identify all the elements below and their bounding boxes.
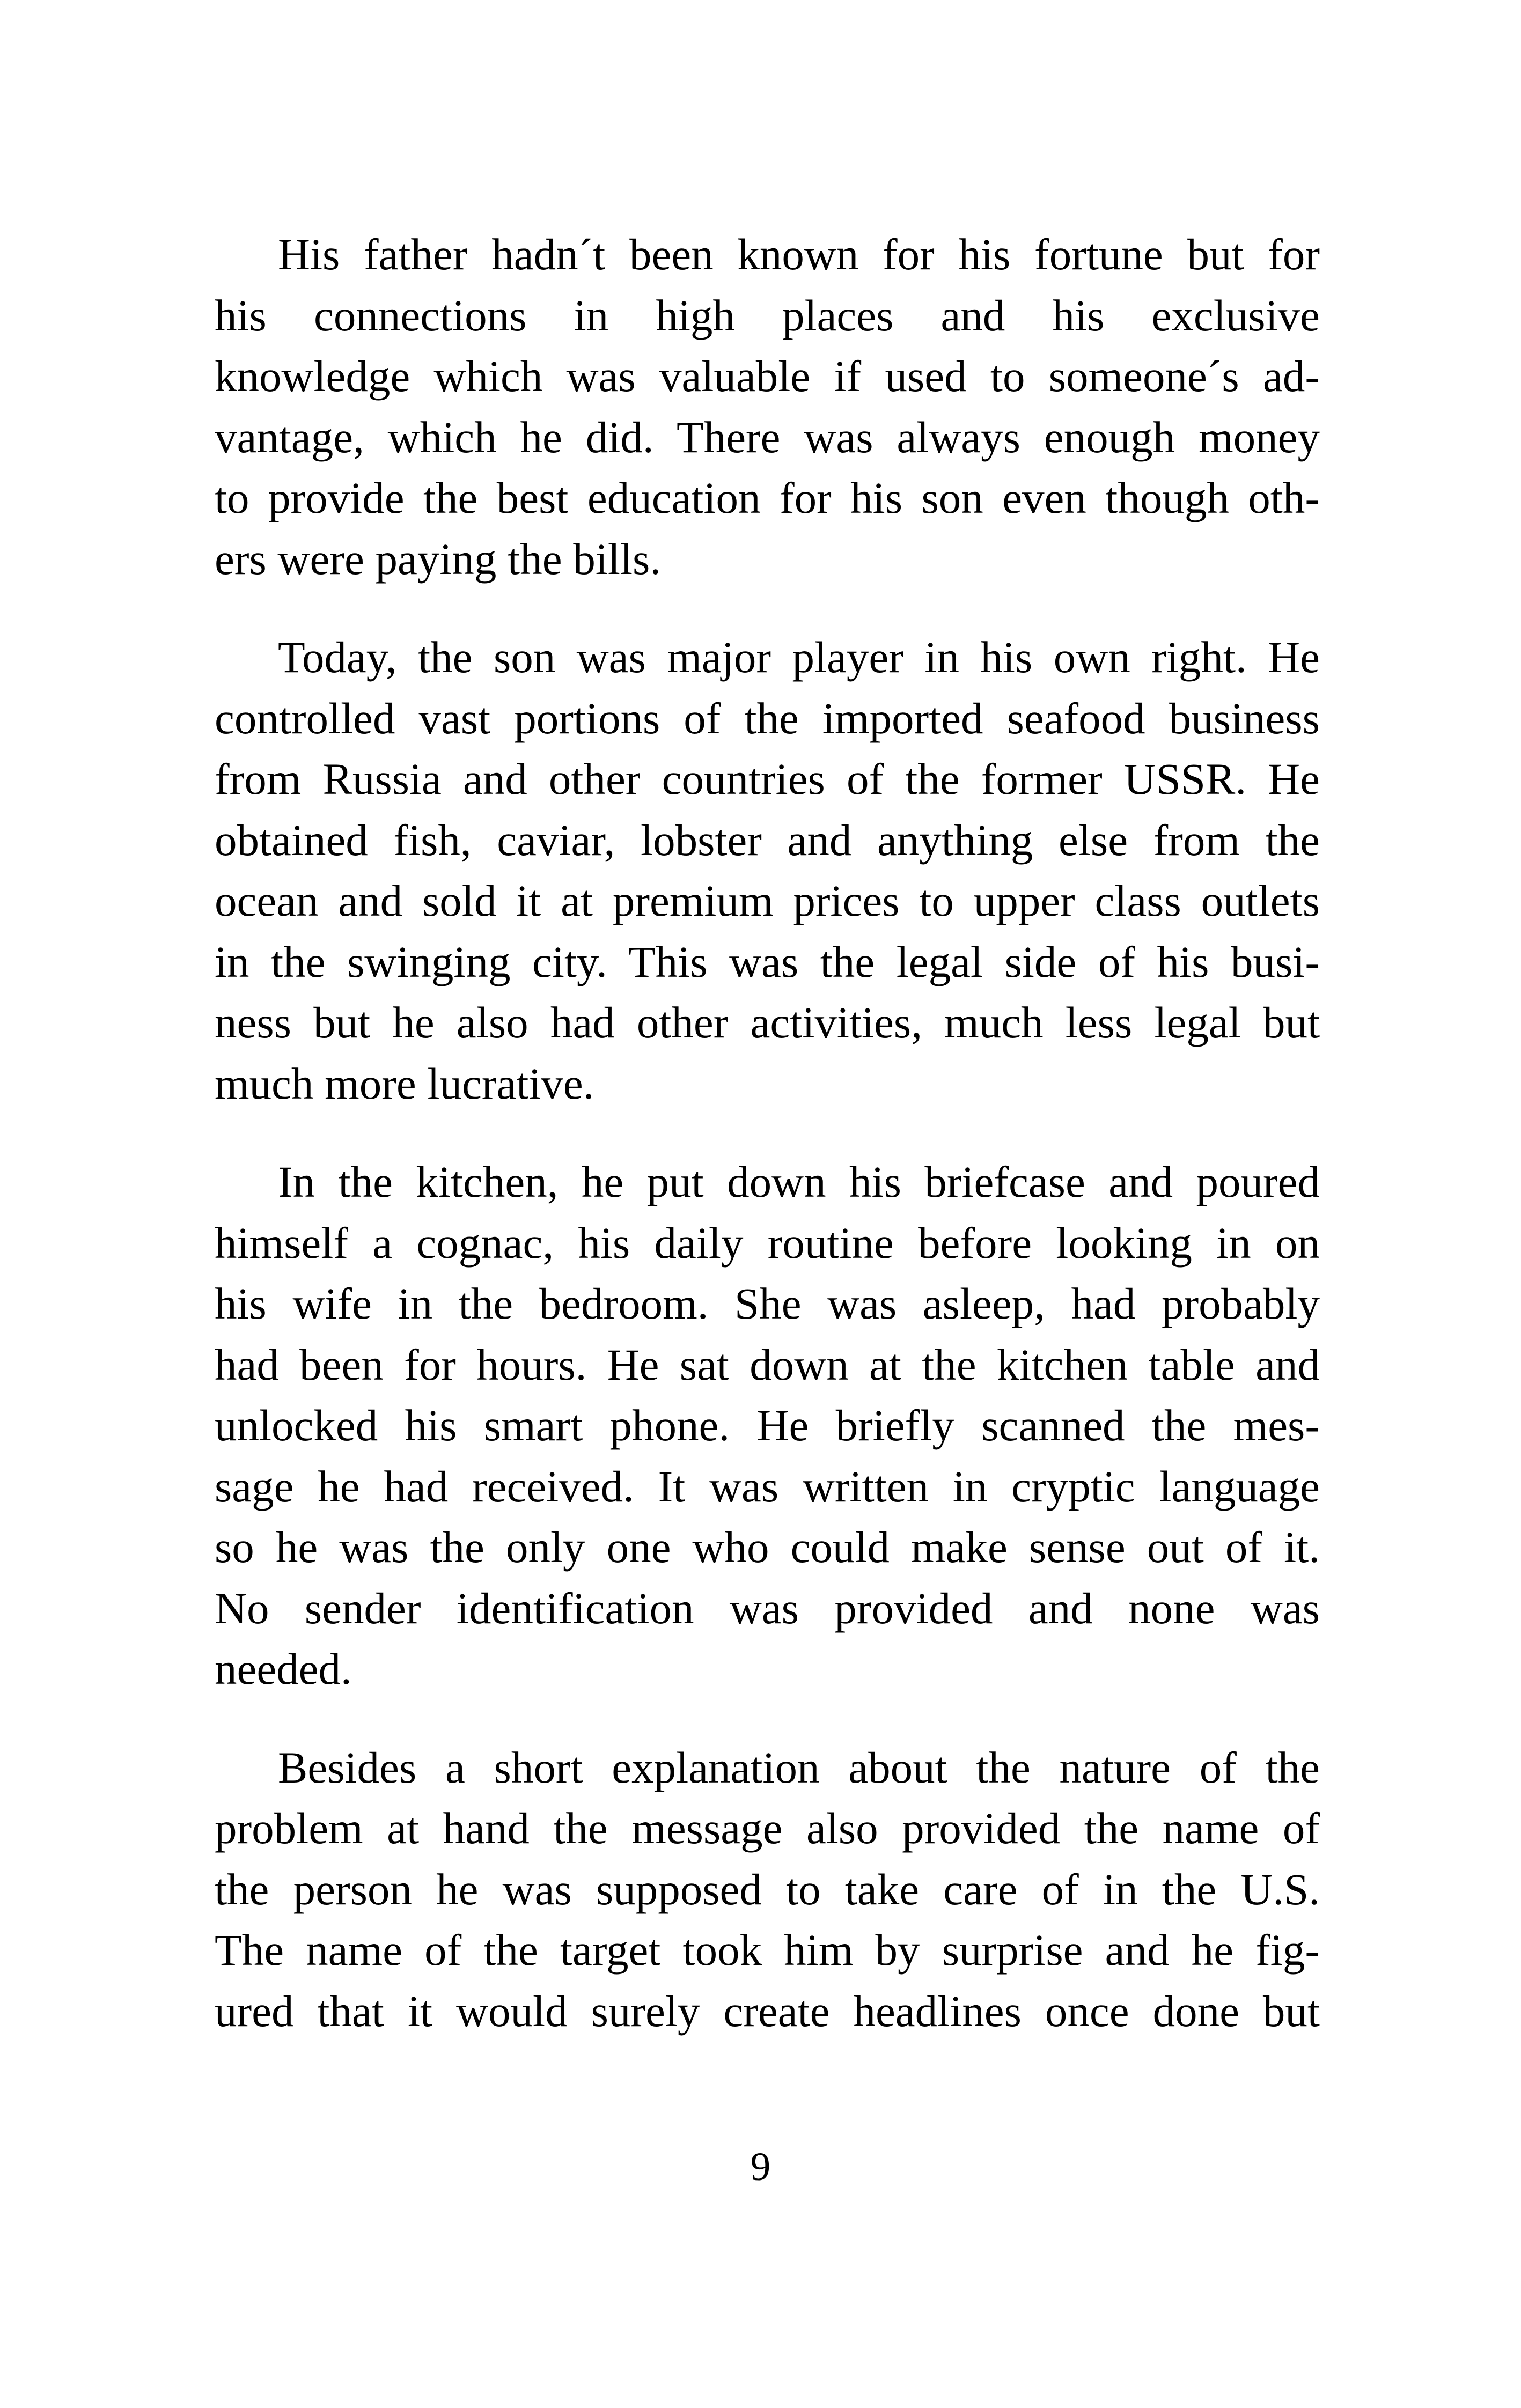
text-line: had been for hours. He sat down at the kitchen table and bbox=[215, 1339, 1320, 1389]
paragraph bbox=[215, 224, 1320, 590]
text-line: In the kitchen, he put down his briefcase and poured bbox=[278, 1157, 1320, 1206]
text-line: controlled vast portions of the imported seafood business bbox=[215, 693, 1320, 743]
text-line: obtained fish, caviar, lobster and anything else from the bbox=[215, 815, 1320, 865]
paragraph bbox=[215, 627, 1320, 1114]
paragraph bbox=[215, 1737, 1320, 2042]
text-line: unlocked his smart phone. He briefly scanned the mes- bbox=[215, 1401, 1320, 1450]
paragraph-gap bbox=[215, 1700, 1320, 1737]
page-number: 9 bbox=[750, 2145, 771, 2189]
text-line: The name of the target took him by surprise and he fig- bbox=[215, 1925, 1320, 1975]
text-line: so he was the only one who could make sense out of it. bbox=[215, 1522, 1320, 1572]
text-line: from Russia and other countries of the former USSR. He bbox=[215, 754, 1320, 804]
text-line: in the swinging city. This was the legal side of his busi- bbox=[215, 937, 1320, 986]
paragraph-gap bbox=[215, 590, 1320, 627]
text-line: the person he was supposed to take care of in the U.S. bbox=[215, 1864, 1320, 1914]
text-line: to provide the best education for his son even though oth- bbox=[215, 473, 1320, 522]
paragraph-gap bbox=[215, 1114, 1320, 1152]
paragraph bbox=[215, 1152, 1320, 1700]
text-line: his connections in high places and his exclusive bbox=[215, 290, 1320, 340]
text-line: ness but he also had other activities, much less legal but bbox=[215, 998, 1320, 1047]
text-line: ers were paying the bills. bbox=[215, 534, 662, 584]
text-line: his wife in the bedroom. She was asleep, had probably bbox=[215, 1279, 1320, 1328]
body-text bbox=[215, 224, 1320, 2042]
text-line: His father hadn´t been known for his fortune but for bbox=[278, 230, 1320, 279]
text-line: ocean and sold it at premium prices to upper class outlets bbox=[215, 876, 1320, 925]
text-line: problem at hand the message also provided the name of bbox=[215, 1803, 1320, 1853]
text-line: much more lucrative. bbox=[215, 1058, 594, 1108]
text-line: sage he had received. It was written in cryptic language bbox=[215, 1461, 1320, 1511]
text-line: No sender identification was provided and none was bbox=[215, 1583, 1320, 1633]
text-line: ured that it would surely create headlines once done but bbox=[215, 1986, 1320, 2036]
text-line: vantage, which he did. There was always enough money bbox=[215, 412, 1320, 462]
text-line: himself a cognac, his daily routine before looking in on bbox=[215, 1218, 1320, 1268]
text-line: knowledge which was valuable if used to someone´s ad- bbox=[215, 351, 1320, 401]
text-line: Besides a short explanation about the nature of the bbox=[278, 1742, 1320, 1792]
text-line: needed. bbox=[215, 1644, 352, 1693]
text-line: Today, the son was major player in his own right. He bbox=[278, 632, 1320, 682]
